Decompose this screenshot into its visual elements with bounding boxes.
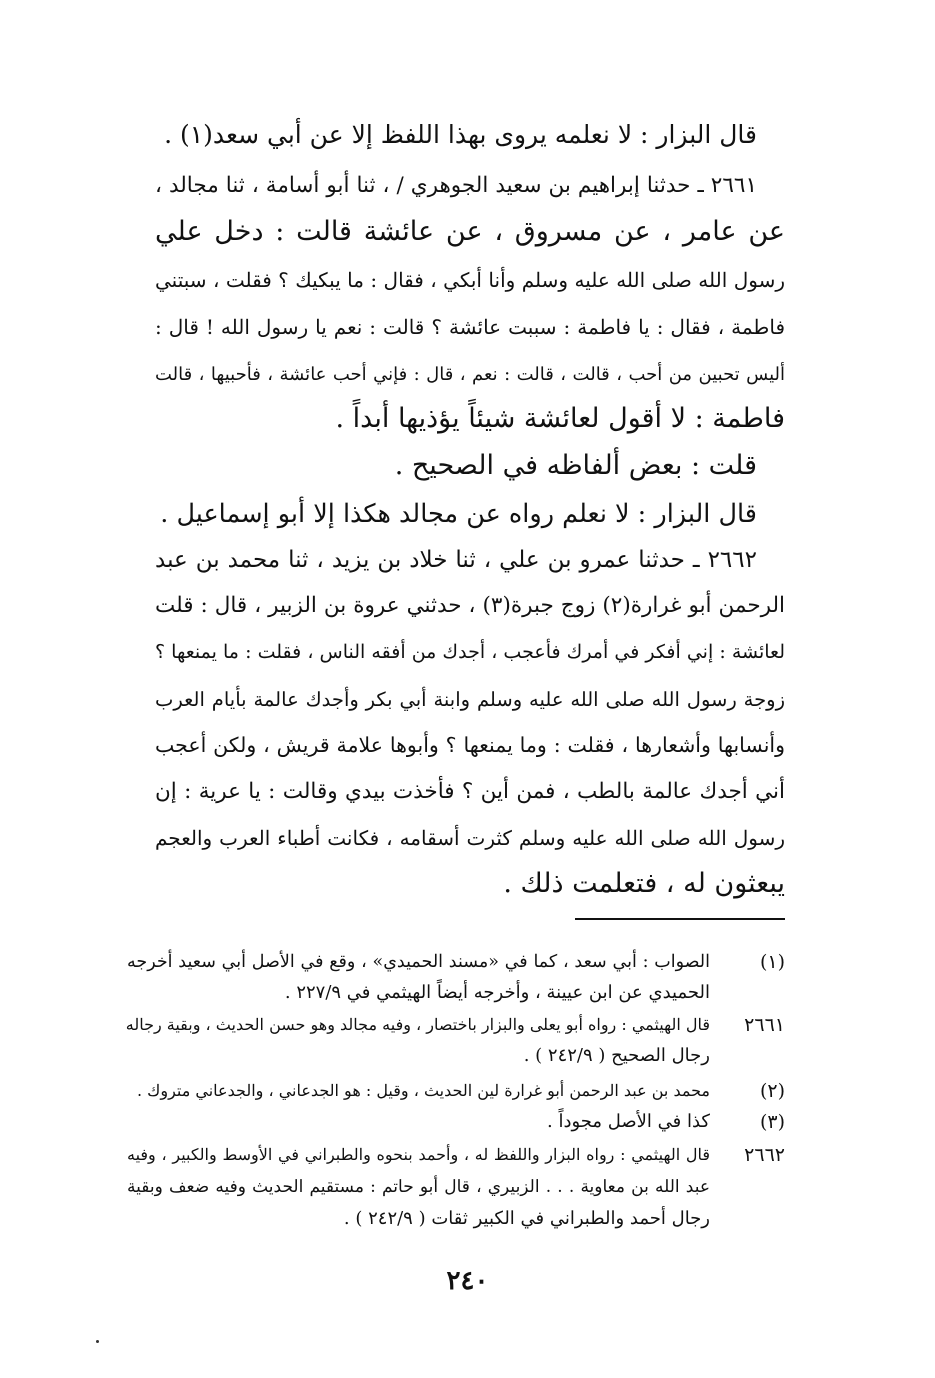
text-line: أني أجدك عالمة بالطب ، فمن أين ؟ فأخذت بيدي وقالت : يا عرية : إن (155, 779, 785, 804)
page-number: ٢٤٠ (446, 1266, 489, 1296)
text-line: قلت : بعض ألفاظه في الصحيح . (394, 450, 757, 481)
text-line: الرحمن أبو غرارة(٢) زوج جبرة(٣) ، حدثني عروة بن الزبير ، قال : قلت (155, 593, 786, 618)
footnote-text: قال الهيثمي : رواه البزار واللفظ له ، وأحمد بنحوه والطبراني في الأوسط والكبير ، وفيه (127, 1145, 711, 1164)
footnote-text: رجال أحمد والطبراني في الكبير ثقات ( ٢٤٢/٩ ) . (343, 1208, 710, 1229)
text-line: فاطمة ، فقال : يا فاطمة : سببت عائشة ؟ قالت : نعم يا رسول الله ! قال : (155, 315, 785, 339)
footnote-text: الحميدي عن ابن عيينة ، وأخرجه أيضاً الهيثمي في ٢٢٧/٩ . (284, 982, 710, 1003)
footnote-label: ٢٦٦٢ (744, 1144, 785, 1166)
text-line: رسول الله صلى الله عليه وسلم كثرت أسقامه ، فكانت أطباء العرب والعجم (155, 826, 785, 850)
hadith-2662-heading: ٢٦٦٢ ـ حدثنا عمرو بن علي ، ثنا خلاد بن يزيد ، ثنا محمد بن عبد (155, 547, 757, 573)
text-line: عن عامر ، عن مسروق ، عن عائشة قالت : دخل علي (155, 216, 785, 247)
text-line: فاطمة : لا أقول لعائشة شيئاً يؤذيها أبداً . (335, 403, 785, 434)
text-line: قال البزار : لا نعلمه يروى بهذا اللفظ إلا عن أبي سعد(١) . (164, 120, 757, 149)
text-line: زوجة رسول الله صلى الله عليه وسلم وابنة أبي بكر وأجدك عالمة بأيام العرب (155, 688, 785, 711)
text-line: يبعثون له ، فتعلمت ذلك . (503, 868, 785, 899)
footnote-text: الصواب : أبي سعد ، كما في «مسند الحميدي» ، وقع في الأصل أبي سعيد أخرجه (127, 952, 710, 972)
footnote-text: كذا في الأصل مجوداً . (547, 1111, 710, 1132)
scan-speck (96, 1340, 99, 1343)
footnote-label: ٢٦٦١ (744, 1014, 785, 1036)
text-line: لعائشة : إني أفكر في أمرك فأعجب ، أجدك من أفقه الناس ، فقلت : ما يمنعها ؟ (155, 641, 785, 663)
text-line: قال البزار : لا نعلم رواه عن مجالد هكذا إلا أبو إسماعيل . (160, 499, 757, 529)
footnote-label: (٣) (759, 1111, 785, 1133)
footnote-label: (١) (759, 951, 785, 973)
footnote-label: (٢) (759, 1080, 785, 1102)
text-line: أليس تحبين من أحب ، قالت ، قالت : نعم ، قال : فإني أحب عائشة ، فأحبيها ، قالت (155, 364, 785, 385)
text-line: رسول الله صلى الله عليه وسلم وأنا أبكي ، فقال : ما يبكيك ؟ فقلت ، سبتني (155, 268, 785, 292)
text-line: وأنسابها وأشعارها ، فقلت : وما يمنعها ؟ وأبوها علامة قريش ، ولكن أعجب (155, 733, 785, 757)
footnote-text: رجال الصحيح ( ٢٤٢/٩ ) . (523, 1045, 710, 1066)
footnote-text: قال الهيثمي : رواه أبو يعلى والبزار باختصار ، وفيه مجالد وهو حسن الحديث ، وبقية رجاله (125, 1015, 710, 1034)
footnote-text: محمد بن عبد الرحمن أبو غرارة لين الحديث ، وقيل : هو الجدعاني ، والجدعاني متروك . (136, 1081, 710, 1100)
hadith-2661-heading: ٢٦٦١ ـ حدثنا إبراهيم بن سعيد الجوهري / ، ثنا أبو أسامة ، ثنا مجالد ، (155, 173, 757, 198)
footnote-text: عبد الله بن معاوية . . . الزبيري ، قال أبو حاتم : مستقيم الحديث وفيه ضعف وبقية (127, 1177, 710, 1197)
footnote-divider (575, 918, 785, 920)
